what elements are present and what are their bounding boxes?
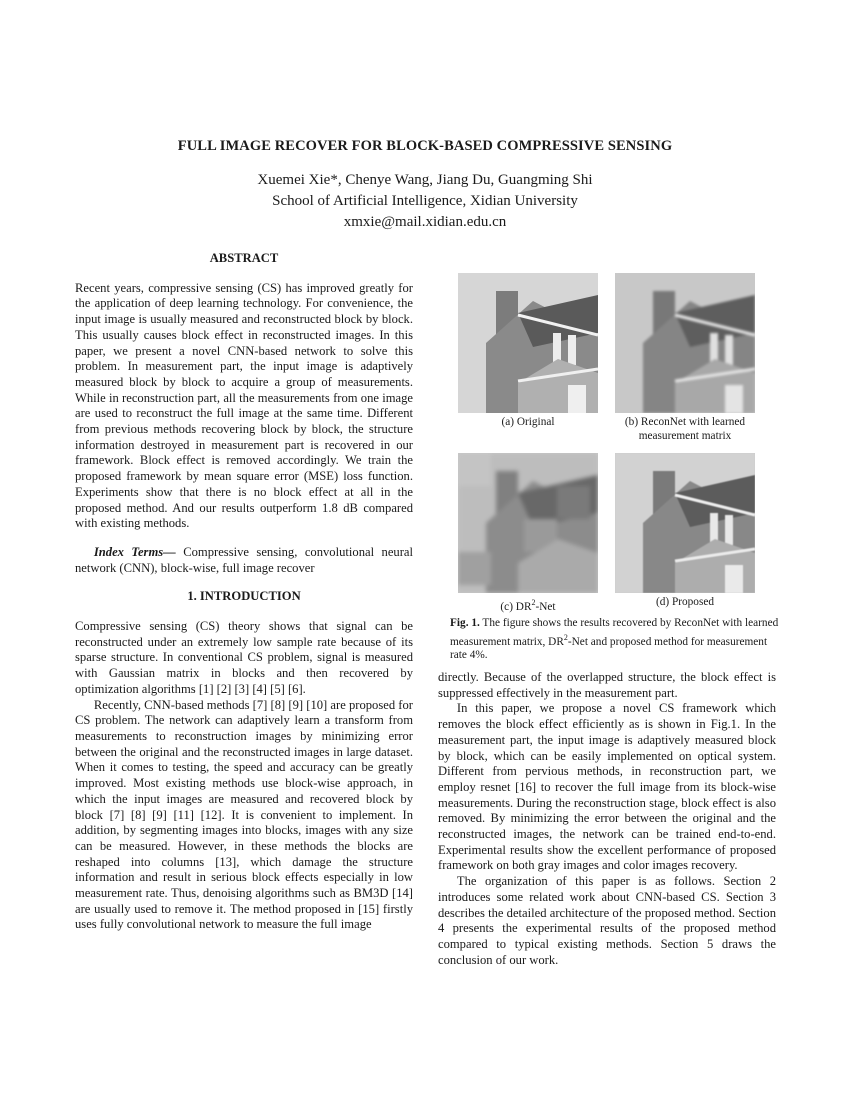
subcaption-c-sup: 2 — [531, 598, 536, 607]
authors: Xuemei Xie*, Chenye Wang, Jiang Du, Guangming Shi — [257, 172, 593, 188]
right-column-text — [438, 670, 776, 968]
subcaption-c-text: (c) DR — [500, 600, 532, 613]
intro-paragraph-4: In this paper, we propose a novel CS framework which removes the block effect efficiently as is shown in Fig.1. In the measurement part, the input image is adaptively measured block by block, which can be easily implemented on optical system. Different from pervious methods, in reconstruction part, we employ resnet [16] to recover the full image from its block-wise measurements. During the reconstruction stage, block effect is also removed. By minimizing the error between the original and the reconstructed images, the network can be trained end-to-end. Experimental results show the excellent performance of proposed framework on both gray images and color images recovery. — [438, 701, 776, 873]
intro-paragraph-2: Recently, CNN-based methods [7] [8] [9] [10] are proposed for CS problem. The network can adaptively learn a transform from measurements to reconstruction images by minimizing error between the original and the reconstructed images in large dataset. When it comes to testing, the speed and accuracy can be greatly improved. Most existing methods use block-wise approach, in which the input images are measured and recovered block by block [7] [8] [9] [11] [12]. It is convenient to implement. In addition, by segmenting images into blocks, images with any size can be measured. However, in these methods the blocks are reshaped into columns [13], which damage the structure information and result in serious block effects especially in low measurement rate. Thus, denoising algorithms such as BM3D [14] are usually used to remove it. The method proposed in [15] firstly uses fully convolutional network to measure the full image — [75, 697, 413, 932]
email: xmxie@mail.xidian.edu.cn — [343, 214, 507, 230]
affiliation: School of Artificial Intelligence, Xidian University — [272, 193, 578, 209]
abstract-text: Recent years, compressive sensing (CS) has improved greatly for the application of deep learning technology. For convenience, the input image is usually measured and reconstructed block by block. This usually causes block effect in reconstructed images. In this paper, we present a novel CNN-based network to solve this problem. In measurement part, the input image is adaptively measured block by block to acquire a group of measurements. While in reconstruction part, all the measurements from one image are used to reconstruct the full image at the same time. Different from previous methods recovering block by block, the structure information destroyed in measurement part is recovered in our framework. Block effect is removed accordingly. We train the proposed framework by mean square error (MSE) loss function. Experiments show that there is no block effect at all in the proposed method. And our results outperform 1.8 dB compared with existing methods. — [75, 280, 413, 531]
left-column — [75, 251, 413, 933]
figure-caption-label: Fig. 1. — [450, 617, 480, 629]
subcaption-c — [453, 596, 603, 614]
author-block — [0, 170, 850, 233]
intro-paragraph-3: directly. Because of the overlapped structure, the block effect is suppressed effectively in the measurement part. — [438, 670, 776, 700]
index-terms-text: Compressive sensing, convolutional neural network (CNN), block-wise, full image recover — [75, 544, 413, 575]
abstract-heading: ABSTRACT — [209, 251, 279, 265]
subcaption-d: (d) Proposed — [655, 596, 715, 608]
house-image-reconnet — [615, 273, 755, 413]
figure-caption — [450, 617, 780, 663]
index-terms — [75, 545, 413, 576]
figure-caption-suffix: -Net and proposed method for measurement rate 4%. — [450, 635, 768, 661]
intro-heading: 1. INTRODUCTION — [187, 589, 301, 604]
house-image-proposed — [615, 453, 755, 593]
figure-1 — [438, 273, 776, 631]
intro-paragraph-5: The organization of this paper is as follows. Section 2 introduces some related work about CNN-based CS. Section 3 describes the detailed architecture of the proposed method. Section 4 presents the experimental results of the proposed method compared to typical existing methods. Section 5 draws the conclusion of our work. — [438, 874, 776, 967]
subcaption-c-suffix: -Net — [535, 600, 556, 613]
figure-row-top — [438, 273, 776, 451]
figure-row-bottom — [438, 453, 776, 631]
index-terms-label: Index Terms— — [93, 544, 176, 559]
subcaption-a: (a) Original — [501, 416, 555, 428]
figure-caption-text: The figure shows the results recovered by ReconNet with learned measurement matrix, DR — [450, 617, 779, 648]
paper-title: FULL IMAGE RECOVER FOR BLOCK-BASED COMPRESSIVE SENSING — [177, 138, 673, 154]
intro-paragraph-1: Compressive sensing (CS) theory shows that signal can be reconstructed under an extremely low sample rate because of its sparse structure. In conventional CS problem, signal is measured with Gaussian matrix in blocks and then recovered by optimization algorithms [1] [2] [3] [4] [5] [6]. — [75, 619, 413, 696]
subcaption-b: (b) ReconNet with learned measurement matrix — [624, 416, 746, 442]
house-image-dr2net — [458, 453, 598, 593]
house-image-original — [458, 273, 598, 413]
figure-caption-sup: 2 — [563, 632, 568, 642]
